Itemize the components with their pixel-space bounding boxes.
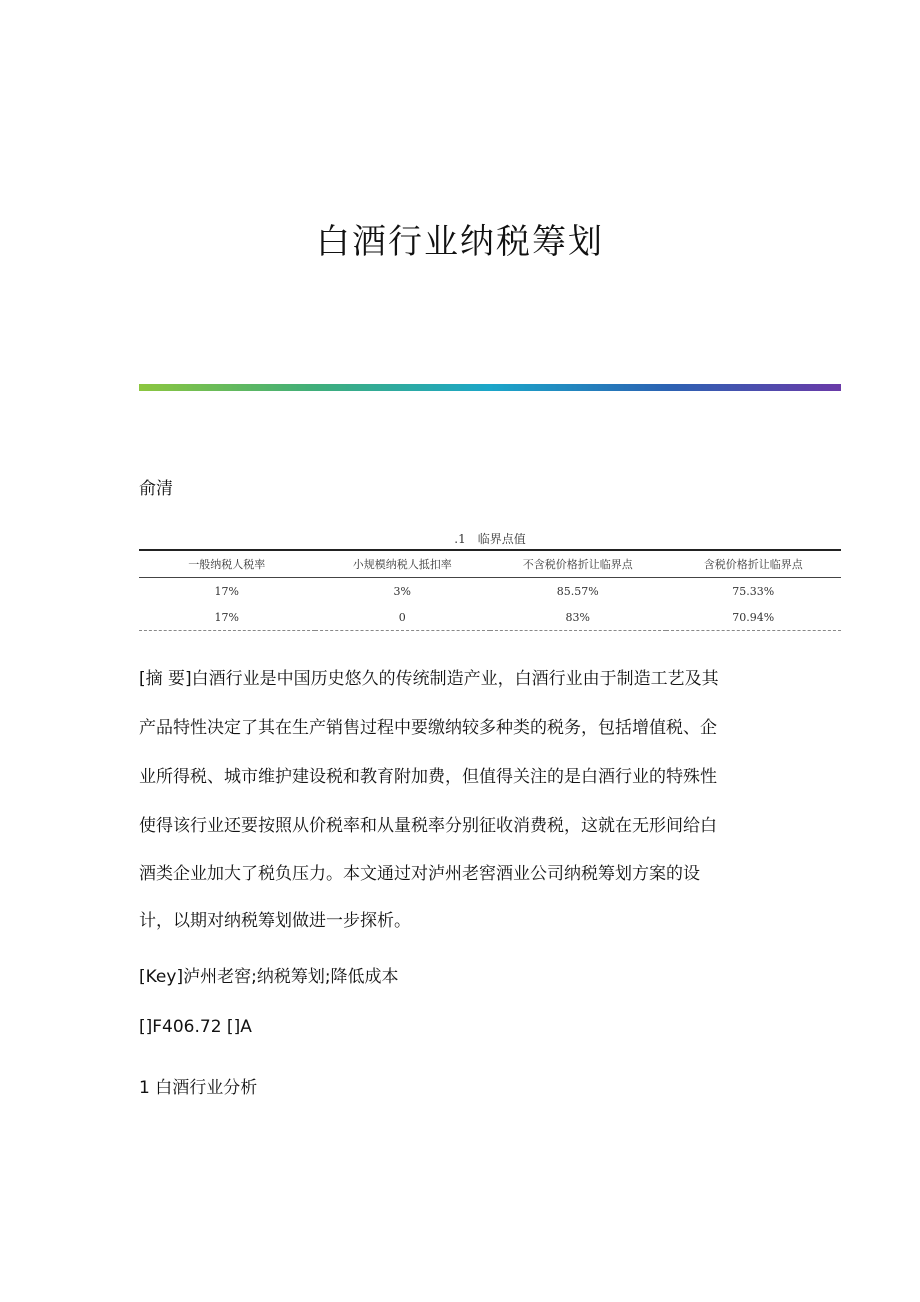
critical-value-table xyxy=(139,549,841,631)
table-row xyxy=(139,604,841,631)
table-cell: 0 xyxy=(398,610,406,624)
table-row xyxy=(139,578,841,605)
abstract-line: 产品特性决定了其在生产销售过程中要缴纳较多种类的税务，包括增值税、企 xyxy=(139,718,717,738)
abstract-line: 酒类企业加大了税负压力。本文通过对泸州老窖酒业公司纳税筹划方案的设 xyxy=(139,864,700,884)
table-cell: 70.94% xyxy=(732,610,775,624)
table-header-row xyxy=(139,550,841,578)
table-header-cell: 一般纳税人税率 xyxy=(188,558,266,571)
abstract-line: 业所得税、城市维护建设税和教育附加费，但值得关注的是白酒行业的特殊性 xyxy=(139,767,717,787)
abstract-line: [摘 要]白酒行业是中国历史悠久的传统制造产业，白酒行业由于制造工艺及其 xyxy=(139,669,719,689)
classification-line: []F406.72 []A xyxy=(139,1017,252,1037)
table-header-cell: 不含税价格折让临界点 xyxy=(522,558,633,571)
table-caption: .1 临界点值 xyxy=(454,532,526,546)
section-heading: 1 白酒行业分析 xyxy=(139,1078,258,1098)
table-cell: 17% xyxy=(214,584,239,598)
abstract-line: 计，以期对纳税筹划做进一步探析。 xyxy=(139,911,411,931)
table-cell: 83% xyxy=(565,610,590,624)
title-divider-bar xyxy=(139,384,841,391)
page-title: 白酒行业纳税筹划 xyxy=(316,222,604,262)
table-cell: 3% xyxy=(393,584,411,598)
table-cell: 75.33% xyxy=(732,584,775,598)
author-name: 俞清 xyxy=(139,479,173,499)
table-cell: 17% xyxy=(214,610,239,624)
abstract-line: 使得该行业还要按照从价税率和从量税率分别征收消费税，这就在无形间给白 xyxy=(139,816,717,836)
table-header-cell: 小规模纳税人抵扣率 xyxy=(352,558,452,571)
keywords-line: [Key]泸州老窖;纳税筹划;降低成本 xyxy=(139,967,399,987)
table-cell: 85.57% xyxy=(556,584,599,598)
table-header-cell: 含税价格折让临界点 xyxy=(703,558,803,571)
